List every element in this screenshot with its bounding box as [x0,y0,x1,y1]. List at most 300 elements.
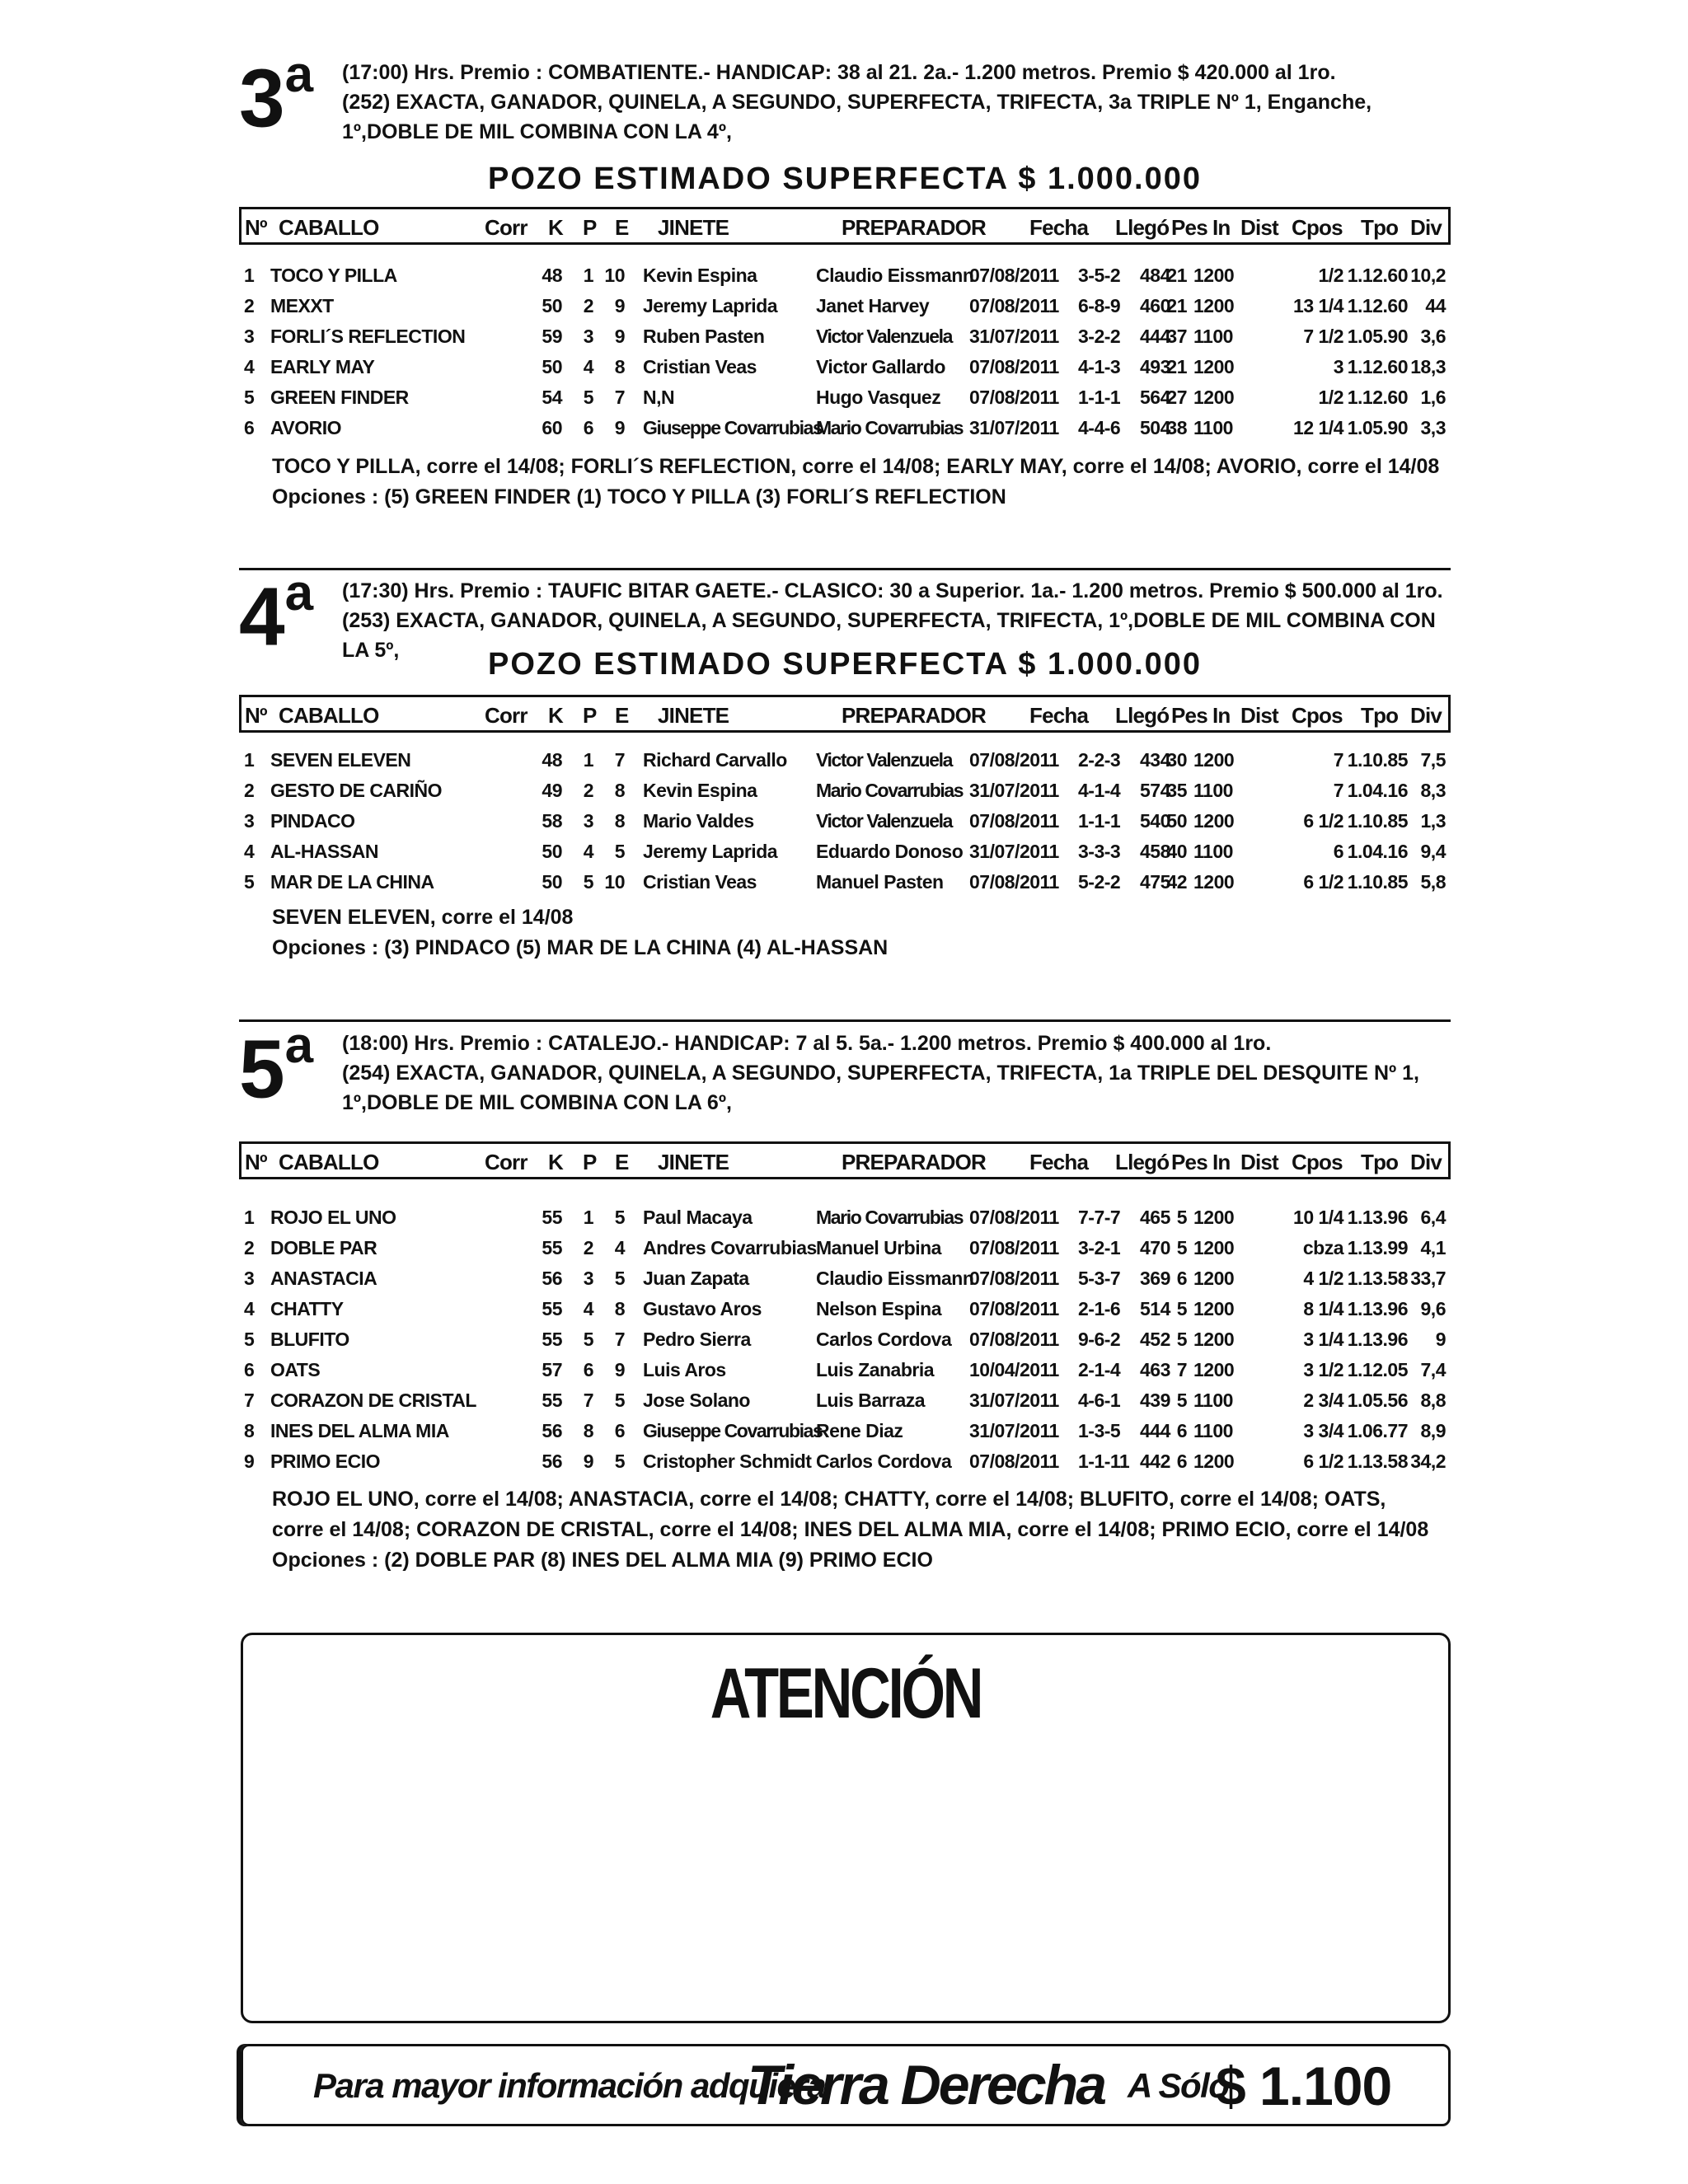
cell-e: 7 [614,1329,625,1350]
cell-pes: 493 [1140,356,1170,377]
corre-note: ROJO EL UNO, corre el 14/08; ANASTACIA, corre el 14/08; CHATTY, corre el 14/08; BLUFITO, corre el 14/08; OATS, corre el 14/08; CORAZON DE CRISTAL, corre el 14/08; INES DEL ALMA MIA, corre el 14/08; PRIMO ECIO, corre el 14/08 [272,1488,1429,1541]
cell-dist: 1100 [1193,780,1233,801]
cell-tpo: 1.05.90 [1347,326,1408,347]
cell-preparador: Luis Zanabria [816,1359,935,1380]
cell-cpos: 3 1/4 [1303,1329,1343,1350]
opciones-note: Opciones : (3) PINDACO (5) MAR DE LA CHINA (4) AL-HASSAN [272,936,889,959]
cell-cpos: 1/2 [1318,387,1343,408]
cell-cpos: 8 1/4 [1303,1298,1343,1319]
cell-in: 42 [1166,871,1187,893]
col-no: Nº [245,215,267,240]
cell-p: 7 [583,1390,593,1411]
cell-caballo: INES DEL ALMA MIA [270,1420,449,1441]
cell-llego: 2-1-6 [1078,1298,1121,1319]
col-corr: Corr [485,703,528,728]
cell-fecha: 31/07/2011 [969,1390,1059,1411]
cell-caballo: EARLY MAY [270,356,375,377]
cell-div: 18,3 [1410,356,1446,377]
cell-fecha: 07/08/2011 [969,810,1059,832]
cell-llego: 4-4-6 [1078,417,1121,438]
cell-caballo: DOBLE PAR [270,1237,377,1258]
cell-fecha: 07/08/2011 [969,1237,1059,1258]
cell-jinete: Giuseppe Covarrubias [643,1420,823,1441]
cell-k: 56 [542,1268,562,1289]
cell-preparador: Mario Covarrubias [816,1207,964,1228]
cell-k: 58 [542,810,562,832]
cell-llego: 1-1-1 [1078,810,1121,832]
cell-div: 8,9 [1420,1420,1446,1441]
cell-llego: 4-1-4 [1078,780,1121,801]
col-caballo: CABALLO [279,215,379,240]
cell-jinete: N,N [643,387,675,408]
cell-fecha: 07/08/2011 [969,387,1059,408]
cell-dist: 1100 [1193,841,1233,862]
cell-cpos: 3 3/4 [1303,1420,1343,1441]
cell-no: 8 [244,1420,255,1441]
cell-caballo: ROJO EL UNO [270,1207,396,1228]
cell-tpo: 1.05.90 [1347,417,1408,438]
cell-in: 5 [1176,1329,1187,1350]
cell-preparador: Manuel Pasten [816,871,944,893]
col-p: P [583,215,597,240]
promo-price-prefix: A Sólo [1128,2066,1229,2105]
cell-fecha: 07/08/2011 [969,871,1059,893]
cell-p: 2 [583,295,593,316]
cell-k: 55 [542,1329,562,1350]
col-preparador: PREPARADOR [842,1150,986,1174]
cell-e: 5 [614,1268,625,1289]
cell-pes: 514 [1140,1298,1170,1319]
col-e: E [615,1150,629,1174]
cell-dist: 1200 [1193,265,1235,286]
cell-no: 1 [244,1207,255,1228]
col-pes: Pes [1171,215,1207,240]
cell-k: 57 [542,1359,562,1380]
cell-in: 5 [1176,1298,1187,1319]
race-number: 4$^a$ [239,565,314,663]
col-fecha: Fecha [1029,1150,1089,1174]
cell-in: 37 [1166,326,1187,347]
table-row [239,1234,1451,1264]
cell-llego: 3-5-2 [1078,265,1121,286]
cell-e: 8 [614,810,625,832]
col-preparador: PREPARADOR [842,215,986,240]
table-row [239,1356,1451,1386]
cell-in: 21 [1166,356,1187,377]
table-row [239,1203,1451,1234]
pozo-estimado: POZO ESTIMADO SUPERFECTA $ 1.000.000 [488,647,1202,682]
cell-llego: 6-8-9 [1078,295,1121,316]
table-row [239,383,1451,414]
race-header [342,1029,1451,1118]
col-preparador: PREPARADOR [842,703,986,728]
cell-div: 8,8 [1420,1390,1446,1411]
cell-caballo: PRIMO ECIO [270,1451,381,1472]
promo-lead: Para mayor información adquiera [313,2066,826,2105]
table-row [239,414,1451,444]
cell-jinete: Luis Aros [643,1359,726,1380]
cell-e: 4 [614,1237,625,1258]
cell-tpo: 1.12.60 [1347,356,1408,377]
cell-jinete: Ruben Pasten [643,326,765,347]
cell-dist: 1100 [1193,1390,1233,1411]
cell-pes: 444 [1140,326,1170,347]
cell-jinete: Gustavo Aros [643,1298,762,1319]
cell-dist: 1200 [1193,1207,1235,1228]
cell-div: 6,4 [1420,1207,1446,1228]
cell-in: 21 [1166,295,1187,316]
cell-no: 9 [244,1451,255,1472]
cell-llego: 3-3-3 [1078,841,1121,862]
cell-tpo: 1.13.58 [1347,1268,1408,1289]
cell-preparador: Luis Barraza [816,1390,926,1411]
cell-caballo: AL-HASSAN [270,841,378,862]
cell-cpos: cbza [1302,1237,1343,1258]
col-llego: Llegó [1115,703,1170,728]
cell-e: 9 [614,1359,625,1380]
cell-llego: 1-1-11 [1078,1451,1130,1472]
cell-dist: 1200 [1193,295,1235,316]
col-in: In [1212,703,1231,728]
promo-price: $ 1.100 [1216,2055,1392,2116]
cell-p: 2 [583,780,593,801]
cell-jinete: Giuseppe Covarrubias [643,417,823,438]
cell-k: 48 [542,265,562,286]
race-4-section [239,565,1451,970]
cell-div: 9 [1435,1329,1446,1350]
cell-fecha: 07/08/2011 [969,1268,1059,1289]
cell-in: 6 [1176,1420,1187,1441]
cell-caballo: SEVEN ELEVEN [270,749,411,771]
cell-in: 7 [1176,1359,1187,1380]
col-div: Div [1410,1150,1442,1174]
cell-in: 38 [1166,417,1187,438]
cell-tpo: 1.04.16 [1347,780,1408,801]
opciones-note: Opciones : (5) GREEN FINDER (1) TOCO Y PILLA (3) FORLI´S REFLECTION [272,485,1006,509]
cell-e: 10 [604,871,625,893]
cell-cpos: 1/2 [1318,265,1343,286]
cell-e: 5 [614,1451,625,1472]
cell-e: 5 [614,1207,625,1228]
cell-fecha: 07/08/2011 [969,265,1059,286]
cell-div: 3,6 [1420,326,1446,347]
cell-llego: 9-6-2 [1078,1329,1121,1350]
race-number: 3$^a$ [239,46,314,145]
cell-k: 48 [542,749,562,771]
col-tpo: Tpo [1361,215,1399,240]
race-bets: (253) EXACTA, GANADOR, QUINELA, A SEGUNDO, SUPERFECTA, TRIFECTA, 1º,DOBLE DE MIL COMBINA CON LA 5º, [342,609,1436,662]
table-header [239,695,1451,733]
cell-cpos: 6 1/2 [1303,1451,1343,1472]
cell-div: 44 [1425,295,1446,316]
cell-pes: 460 [1140,295,1170,316]
cell-e: 9 [614,417,625,438]
table-header [239,207,1451,245]
cell-pes: 465 [1140,1207,1170,1228]
cell-no: 5 [244,1329,255,1350]
cell-p: 6 [583,417,593,438]
cell-jinete: Jose Solano [643,1390,750,1411]
cell-pes: 574 [1140,780,1170,801]
race-notes [272,452,1442,513]
cell-preparador: Mario Covarrubias [816,417,964,438]
race-5-section [239,1017,1451,1587]
cell-tpo: 1.05.56 [1347,1390,1408,1411]
cell-p: 1 [583,1207,593,1228]
cell-k: 49 [542,780,562,801]
cell-pes: 463 [1140,1359,1170,1380]
cell-k: 50 [542,841,562,862]
cell-no: 5 [244,387,255,408]
cell-e: 6 [614,1420,625,1441]
cell-no: 2 [244,1237,255,1258]
cell-in: 50 [1166,810,1187,832]
cell-e: 7 [614,387,625,408]
cell-caballo: ANASTACIA [270,1268,377,1289]
cell-pes: 369 [1140,1268,1170,1289]
cell-in: 5 [1176,1207,1187,1228]
col-no: Nº [245,1150,267,1174]
corre-note: TOCO Y PILLA, corre el 14/08; FORLI´S REFLECTION, corre el 14/08; EARLY MAY, corre el 14/08; AVORIO, corre el 14/08 [272,455,1440,478]
cell-preparador: Claudio Eissmann [816,265,974,286]
race-notes [272,1484,1442,1576]
horse-list [239,1203,1451,1478]
cell-dist: 1200 [1193,1329,1235,1350]
col-cpos: Cpos [1292,703,1343,728]
atencion-title: ATENCIÓN [710,1654,982,1733]
table-row [239,1325,1451,1356]
atencion-box [241,1633,1451,2023]
col-k: K [548,703,563,728]
corre-note: SEVEN ELEVEN, corre el 14/08 [272,906,574,929]
col-no: Nº [245,703,267,728]
cell-pes: 439 [1140,1390,1170,1411]
cell-div: 10,2 [1410,265,1446,286]
cell-jinete: Cristian Veas [643,871,757,893]
cell-div: 8,3 [1420,780,1446,801]
col-caballo: CABALLO [279,1150,379,1174]
cell-preparador: Victor Gallardo [816,356,945,377]
cell-e: 8 [614,356,625,377]
cell-fecha: 07/08/2011 [969,749,1059,771]
col-k: K [548,1150,563,1174]
cell-no: 2 [244,780,255,801]
col-cpos: Cpos [1292,215,1343,240]
cell-in: 6 [1176,1268,1187,1289]
cell-k: 56 [542,1451,562,1472]
col-tpo: Tpo [1361,703,1399,728]
cell-no: 6 [244,1359,255,1380]
cell-p: 4 [583,1298,593,1319]
cell-e: 5 [614,1390,625,1411]
cell-dist: 1200 [1193,749,1235,771]
cell-div: 7,5 [1420,749,1446,771]
cell-div: 5,8 [1420,871,1446,893]
cell-no: 1 [244,749,255,771]
cell-dist: 1200 [1193,1298,1235,1319]
cell-no: 4 [244,356,255,377]
cell-preparador: Rene Diaz [816,1420,903,1441]
cell-caballo: GESTO DE CARIÑO [270,780,443,801]
col-jinete: JINETE [658,1150,729,1174]
cell-cpos: 3 [1333,356,1343,377]
cell-k: 56 [542,1420,562,1441]
cell-llego: 7-7-7 [1078,1207,1121,1228]
cell-pes: 470 [1140,1237,1170,1258]
cell-p: 6 [583,1359,593,1380]
cell-k: 55 [542,1237,562,1258]
table-row [239,1264,1451,1295]
col-p: P [583,1150,597,1174]
race-bets: (252) EXACTA, GANADOR, QUINELA, A SEGUNDO, SUPERFECTA, TRIFECTA, 3a TRIPLE Nº 1, Enganche, 1º,DOBLE DE MIL COMBINA CON LA 4º, [342,91,1372,143]
cell-no: 6 [244,417,255,438]
table-row [239,1447,1451,1478]
cell-p: 1 [583,265,593,286]
cell-llego: 4-1-3 [1078,356,1121,377]
col-fecha: Fecha [1029,215,1089,240]
cell-k: 60 [542,417,562,438]
cell-preparador: Carlos Cordova [816,1451,952,1472]
col-e: E [615,215,629,240]
cell-no: 1 [244,265,255,286]
cell-e: 5 [614,841,625,862]
cell-p: 5 [583,1329,593,1350]
cell-llego: 5-3-7 [1078,1268,1121,1289]
cell-jinete: Juan Zapata [643,1268,749,1289]
cell-tpo: 1.10.85 [1347,810,1408,832]
cell-p: 3 [583,1268,593,1289]
cell-jinete: Jeremy Laprida [643,295,778,316]
cell-preparador: Carlos Cordova [816,1329,952,1350]
col-dist: Dist [1240,1150,1278,1174]
cell-pes: 564 [1140,387,1170,408]
cell-p: 9 [583,1451,593,1472]
cell-caballo: PINDACO [270,810,355,832]
col-llego: Llegó [1115,215,1170,240]
col-cpos: Cpos [1292,1150,1343,1174]
cell-tpo: 1.10.85 [1347,749,1408,771]
cell-no: 4 [244,1298,255,1319]
cell-dist: 1100 [1193,1420,1233,1441]
cell-k: 50 [542,295,562,316]
cell-dist: 1200 [1193,1359,1235,1380]
cell-e: 8 [614,1298,625,1319]
horse-list [239,746,1451,898]
cell-pes: 452 [1140,1329,1170,1350]
cell-k: 55 [542,1207,562,1228]
cell-llego: 3-2-2 [1078,326,1121,347]
cell-in: 21 [1166,265,1187,286]
cell-tpo: 1.10.85 [1347,871,1408,893]
cell-caballo: OATS [270,1359,321,1380]
cell-tpo: 1.12.05 [1347,1359,1408,1380]
cell-cpos: 7 1/2 [1303,326,1343,347]
cell-div: 9,4 [1420,841,1446,862]
cell-k: 55 [542,1298,562,1319]
cell-preparador: Victor Valenzuela [816,810,952,832]
table-row [239,807,1451,837]
opciones-note: Opciones : (2) DOBLE PAR (8) INES DEL ALMA MIA (9) PRIMO ECIO [272,1549,933,1572]
table-row [239,868,1451,898]
cell-preparador: Hugo Vasquez [816,387,941,408]
cell-dist: 1200 [1193,1237,1235,1258]
cell-llego: 1-1-1 [1078,387,1121,408]
cell-p: 4 [583,356,593,377]
table-header [239,1141,1451,1179]
col-fecha: Fecha [1029,703,1089,728]
cell-k: 59 [542,326,562,347]
col-p: P [583,703,597,728]
cell-fecha: 31/07/2011 [969,780,1059,801]
col-in: In [1212,215,1231,240]
col-corr: Corr [485,215,528,240]
cell-preparador: Manuel Urbina [816,1237,941,1258]
cell-jinete: Cristopher Schmidt [643,1451,812,1472]
cell-preparador: Mario Covarrubias [816,780,964,801]
cell-pes: 444 [1140,1420,1170,1441]
cell-preparador: Victor Valenzuela [816,326,952,347]
col-div: Div [1410,703,1442,728]
cell-jinete: Paul Macaya [643,1207,753,1228]
cell-no: 2 [244,295,255,316]
cell-caballo: GREEN FINDER [270,387,409,408]
cell-k: 55 [542,1390,562,1411]
cell-div: 1,3 [1420,810,1446,832]
col-caballo: CABALLO [279,703,379,728]
cell-e: 8 [614,780,625,801]
cell-div: 3,3 [1420,417,1446,438]
cell-cpos: 7 [1333,749,1343,771]
cell-p: 2 [583,1237,593,1258]
table-row [239,322,1451,353]
race-conditions: (18:00) Hrs. Premio : CATALEJO.- HANDICAP: 7 al 5. 5a.- 1.200 metros. Premio $ 400.000 al 1ro. [342,1032,1272,1055]
cell-caballo: AVORIO [270,417,342,438]
cell-cpos: 2 3/4 [1303,1390,1343,1411]
cell-cpos: 12 1/4 [1293,417,1343,438]
cell-p: 8 [583,1420,593,1441]
race-conditions: (17:00) Hrs. Premio : COMBATIENTE.- HANDICAP: 38 al 21. 2a.- 1.200 metros. Premio $ 420.000 al 1ro. [342,61,1336,84]
cell-dist: 1100 [1193,417,1233,438]
cell-p: 5 [583,871,593,893]
cell-no: 3 [244,810,255,832]
cell-div: 4,1 [1420,1237,1446,1258]
cell-caballo: MEXXT [270,295,334,316]
cell-jinete: Mario Valdes [643,810,754,832]
col-jinete: JINETE [658,215,729,240]
cell-pes: 484 [1140,265,1170,286]
cell-tpo: 1.06.77 [1347,1420,1408,1441]
cell-tpo: 1.13.96 [1347,1329,1408,1350]
col-dist: Dist [1240,703,1278,728]
cell-tpo: 1.13.96 [1347,1207,1408,1228]
cell-preparador: Victor Valenzuela [816,749,952,771]
cell-jinete: Andres Covarrubias [643,1237,817,1258]
table-row [239,746,1451,776]
cell-in: 27 [1166,387,1187,408]
table-row [239,353,1451,383]
cell-div: 33,7 [1410,1268,1446,1289]
cell-tpo: 1.04.16 [1347,841,1408,862]
race-number: 5$^a$ [239,1017,314,1116]
cell-pes: 540 [1140,810,1170,832]
col-e: E [615,703,629,728]
cell-pes: 434 [1140,749,1170,771]
cell-div: 1,6 [1420,387,1446,408]
cell-in: 35 [1166,780,1187,801]
horse-list [239,261,1451,444]
cell-llego: 4-6-1 [1078,1390,1121,1411]
cell-caballo: CORAZON DE CRISTAL [270,1390,476,1411]
